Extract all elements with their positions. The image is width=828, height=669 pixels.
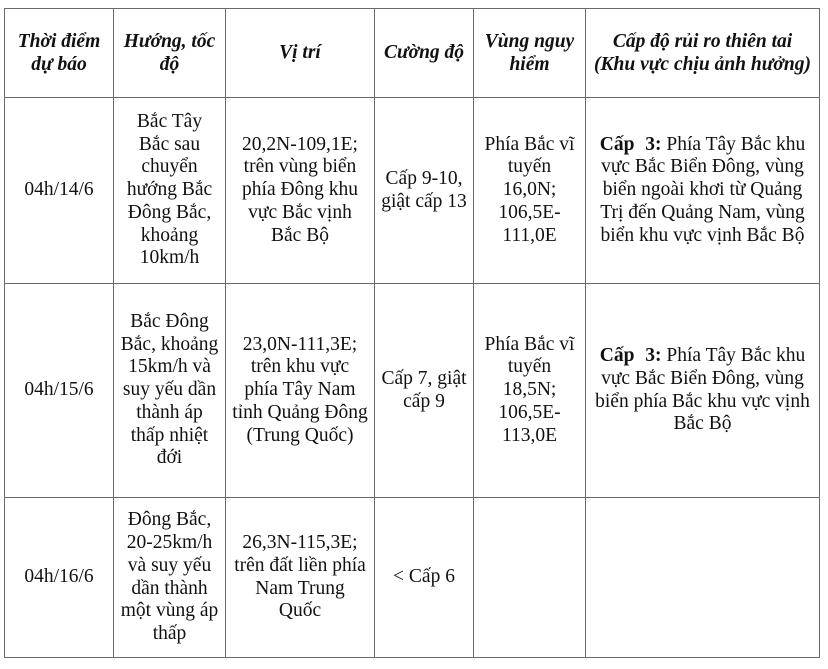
table-row — [5, 498, 820, 658]
position-cell: 26,3N-115,3E; trên đất liền phía Nam Trung Quốc — [226, 498, 375, 658]
risk-level-cell — [586, 284, 820, 498]
header-direction-speed: Hướng, tốc độ — [114, 9, 226, 98]
danger-zone-cell — [474, 498, 586, 658]
header-intensity: Cường độ — [375, 9, 474, 98]
intensity-cell: Cấp 7, giật cấp 9 — [375, 284, 474, 498]
header-danger-zone: Vùng nguy hiểm — [474, 9, 586, 98]
direction-speed-cell: Đông Bắc, 20-25km/h và suy yếu dần thành một vùng áp thấp — [114, 498, 226, 658]
header-position: Vị trí — [226, 9, 375, 98]
risk-area-text: Phía Tây Bắc khu vực Bắc Biển Đông, vùng biển ngoài khơi từ Quảng Trị đến Quảng Nam, vùng biển khu vực vịnh Bắc Bộ — [600, 133, 806, 246]
risk-level-cell — [586, 498, 820, 658]
table-row — [5, 284, 820, 498]
risk-level-label: Cấp 3: — [599, 133, 662, 155]
forecast-time-cell: 04h/15/6 — [5, 284, 114, 498]
risk-area-text: Phía Tây Bắc khu vực Bắc Biển Đông, vùng biển phía Bắc khu vực vịnh Bắc Bộ — [595, 344, 810, 435]
position-cell: 23,0N-111,3E; trên khu vực phía Tây Nam tỉnh Quảng Đông (Trung Quốc) — [226, 284, 375, 498]
storm-forecast-table — [4, 8, 820, 658]
direction-speed-cell: Bắc Đông Bắc, khoảng 15km/h và suy yếu dần thành áp thấp nhiệt đới — [114, 284, 226, 498]
forecast-time-cell: 04h/14/6 — [5, 98, 114, 284]
intensity-cell: < Cấp 6 — [375, 498, 474, 658]
position-cell: 20,2N-109,1E; trên vùng biển phía Đông khu vực Bắc vịnh Bắc Bộ — [226, 98, 375, 284]
danger-zone-cell: Phía Bắc vĩ tuyến 16,0N; 106,5E-111,0E — [474, 98, 586, 284]
header-forecast-time: Thời điểm dự báo — [5, 9, 114, 98]
header-row — [5, 9, 820, 98]
header-risk-level: Cấp độ rủi ro thiên tai (Khu vực chịu ảnh hưởng) — [586, 9, 820, 98]
direction-speed-cell: Bắc Tây Bắc sau chuyển hướng Bắc Đông Bắc, khoảng 10km/h — [114, 98, 226, 284]
risk-level-label: Cấp 3: — [599, 344, 662, 366]
intensity-cell: Cấp 9-10, giật cấp 13 — [375, 98, 474, 284]
danger-zone-cell: Phía Bắc vĩ tuyến 18,5N; 106,5E-113,0E — [474, 284, 586, 498]
table-row — [5, 98, 820, 284]
forecast-time-cell: 04h/16/6 — [5, 498, 114, 658]
risk-level-cell — [586, 98, 820, 284]
